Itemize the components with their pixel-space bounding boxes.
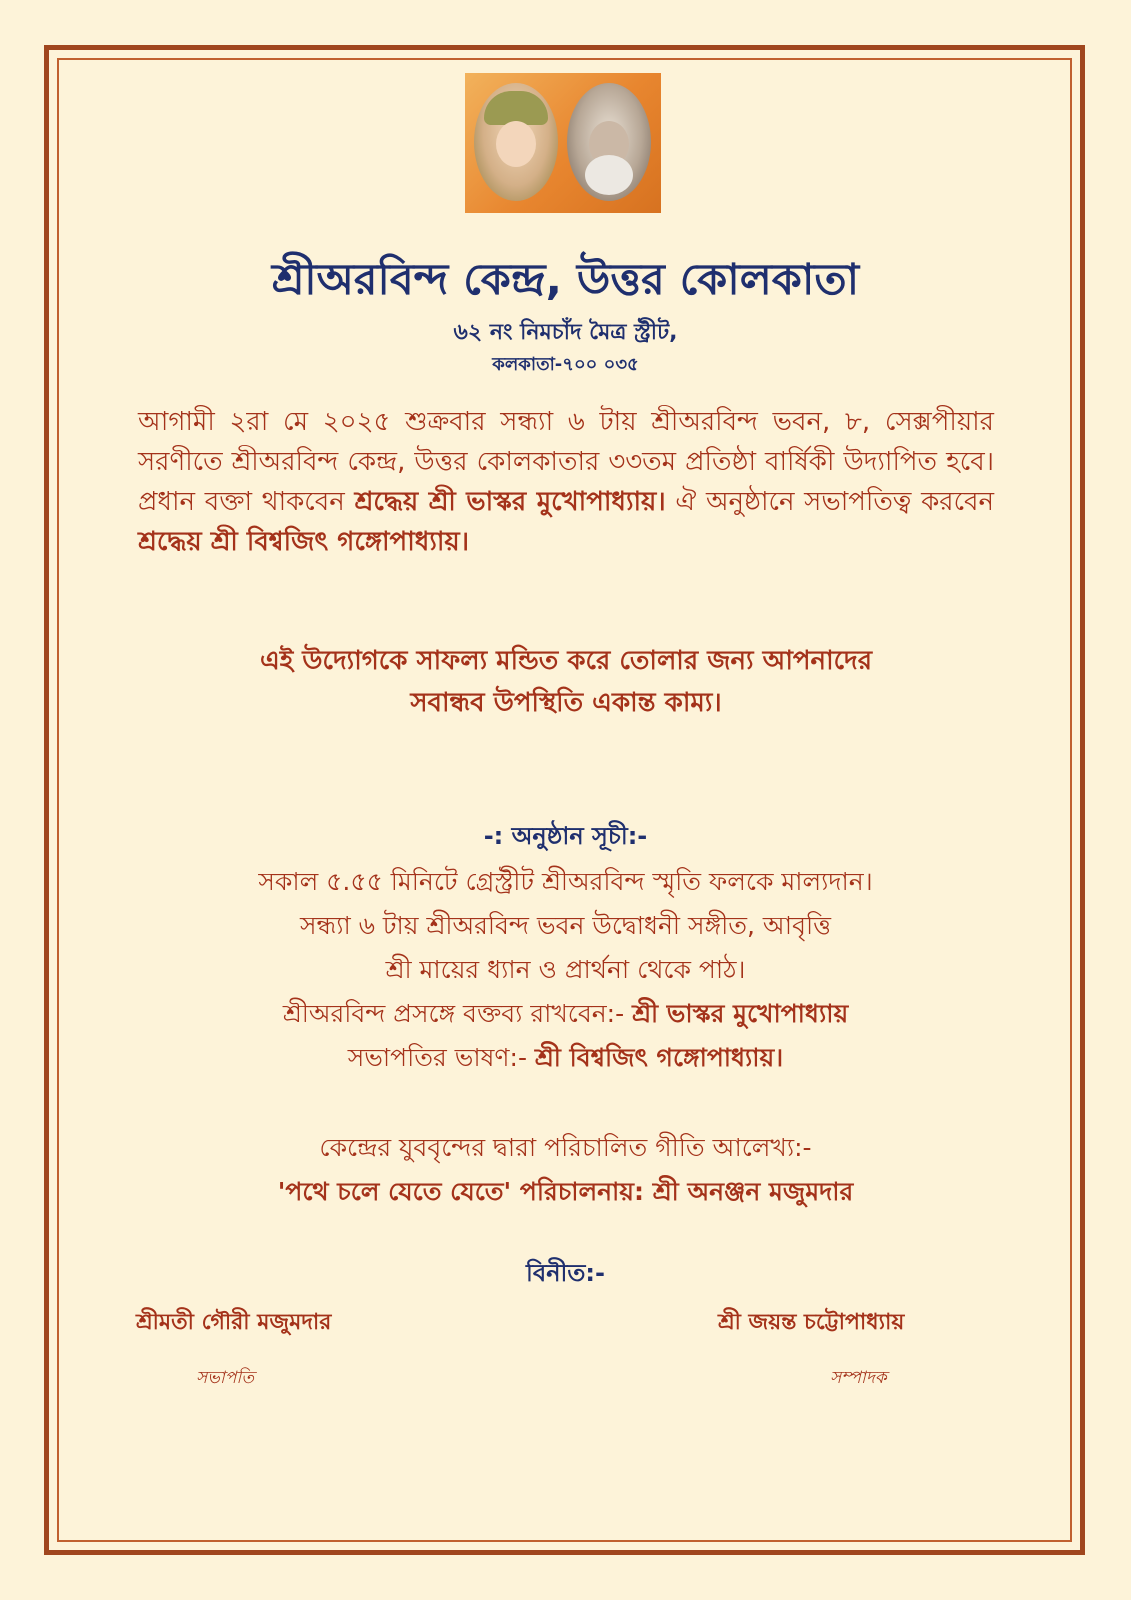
programme-heading: -: অনুষ্ঠান সূচী:- <box>483 822 648 850</box>
appeal-line-2: সবান্ধব উপস্থিতি একান্ত কাম্য। <box>410 688 722 718</box>
appeal-line-1: এই উদ্যোগকে সাফল্য মন্ডিত করে তোলার জন্য আপনাদের <box>259 646 873 676</box>
face-shape <box>496 121 536 167</box>
appeal-text <box>120 640 1012 724</box>
portrait-photo <box>465 73 661 213</box>
line-name: শ্রী বিশ্বজিৎ গঙ্গোপাধ্যায়। <box>534 1043 784 1072</box>
paragraph-text: আগামী ২রা মে ২০২৫ শুক্রবার সন্ধ্যা ৬ টায় শ্রীঅরবিন্দ ভবন, ৮, সেক্সপীয়ার সরণীতে শ্রীঅরবিন্দ কেন্দ্র, উত্তর কোলকাতার ৩৩তম প্রতিষ্ঠা বার্ষিকী উদ্যাপিত হবে। প্রধান বক্তা থাকবেন <box>138 407 994 517</box>
signatory-left-name: শ্রীমতী গৌরী মজুমদার <box>136 1310 332 1335</box>
programme-line-1: সকাল ৫.৫৫ মিনিটে গ্রেস্ট্রীট শ্রীঅরবিন্দ স্মৃতি ফলকে মাল্যদান। <box>258 867 873 896</box>
signatory-right-role: সম্পাদক <box>830 1368 887 1388</box>
programme-line-6: কেন্দ্রের যুববৃন্দের দ্বারা পরিচালিত গীতি আলেখ্য:- <box>319 1133 812 1162</box>
programme-line-5 <box>60 1038 1071 1081</box>
address-line-2: কলকাতা-৭০০ ০৩৫ <box>492 354 639 375</box>
programme-line-2: সন্ধ্যা ৬ টায় শ্রীঅরবিন্দ ভবন উদ্বোধনী সঙ্গীত, আবৃত্তি <box>299 911 832 940</box>
programme-line-4 <box>60 994 1071 1037</box>
programme-line-7: 'পথে চলে যেতে যেতে' পরিচালনায়: শ্রী অনঞ্জন মজুমদার <box>277 1177 854 1206</box>
page-title: শ্রীঅরবিন্দ কেন্দ্র, উত্তর কোলকাতা <box>271 255 860 305</box>
address-line-1: ৬২ নং নিমচাঁদ মৈত্র স্ট্রীট, <box>453 320 678 345</box>
line-label: সভাপতির ভাষণ:- <box>347 1043 527 1072</box>
line-name: শ্রী ভাস্কর মুখোপাধ্যায় <box>632 999 849 1028</box>
president-name: শ্রদ্ধেয় শ্রী বিশ্বজিৎ গঙ্গোপাধ্যায়। <box>138 527 470 557</box>
line-label: শ্রীঅরবিন্দ প্রসঙ্গে বক্তব্য রাখবেন:- <box>282 999 625 1028</box>
paragraph-text: ঐ অনুষ্ঠানে সভাপতিত্ব করবেন <box>675 487 995 517</box>
portrait-the-mother <box>474 83 558 201</box>
signatory-left-role: সভাপতি <box>196 1368 254 1388</box>
beard-shape <box>585 155 633 195</box>
invitation-paragraph <box>138 402 994 562</box>
closing-salutation: বিনীত:- <box>526 1259 605 1287</box>
programme-line-3: শ্রী মায়ের ধ্যান ও প্রার্থনা থেকে পাঠ। <box>385 955 746 984</box>
headscarf-shape <box>484 91 548 125</box>
speaker-name: শ্রদ্ধেয় শ্রী ভাস্কর মুখোপাধ্যায়। <box>354 487 666 517</box>
signatory-right-name: শ্রী জয়ন্ত চট্টোপাধ্যায় <box>718 1310 905 1335</box>
portrait-sri-aurobindo <box>567 83 651 201</box>
